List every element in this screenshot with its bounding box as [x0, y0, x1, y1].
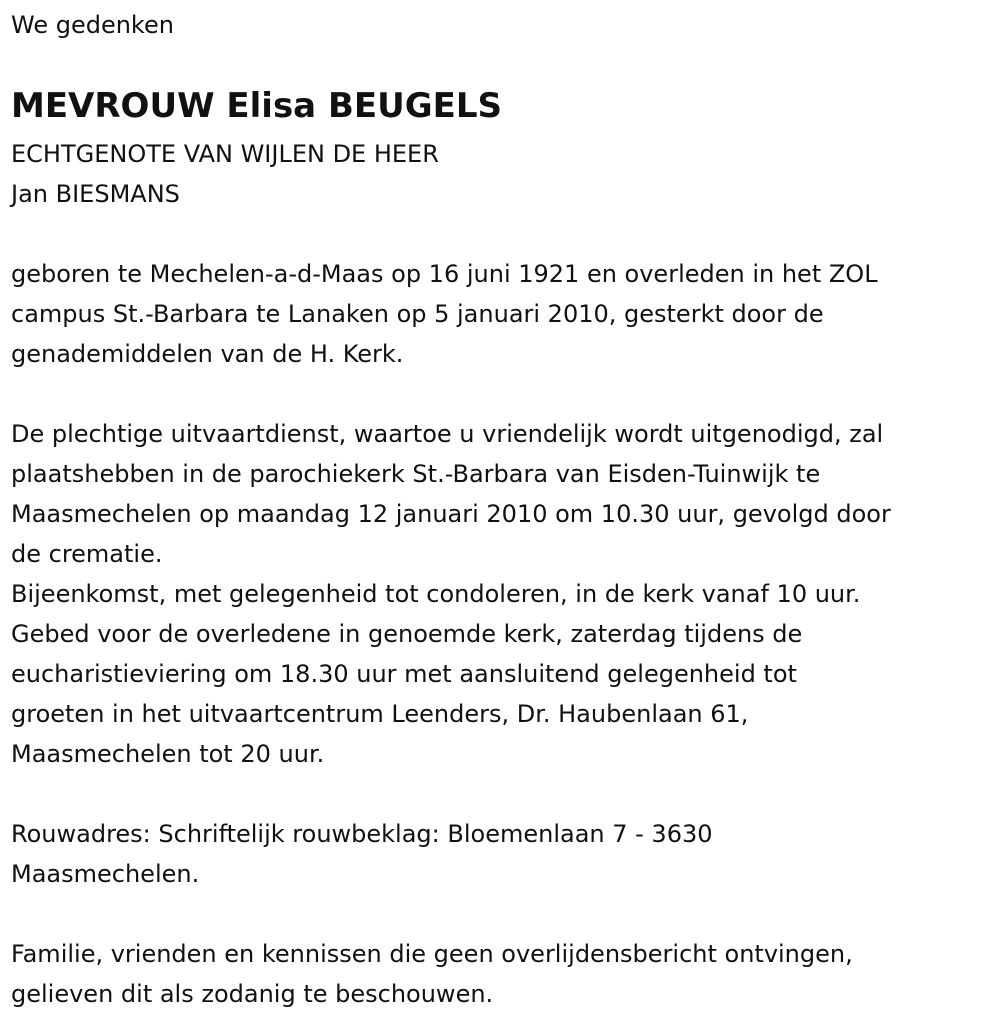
address-line: Maasmechelen.: [11, 860, 200, 888]
deceased-name: MEVROUW Elisa BEUGELS: [11, 86, 502, 126]
service-line: Bijeenkomst, met gelegenheid tot condoleren, in de kerk vanaf 10 uur.: [11, 580, 861, 608]
address-line: Rouwadres: Schriftelijk rouwbeklag: Bloemenlaan 7 - 3630: [11, 820, 713, 848]
family-note-line: Familie, vrienden en kennissen die geen overlijdensbericht ontvingen,: [11, 940, 853, 968]
funeral-service-paragraph: [11, 414, 991, 774]
service-line: Gebed voor de overledene in genoemde kerk, zaterdag tijdens de: [11, 620, 803, 648]
spouse-title: ECHTGENOTE VAN WIJLEN DE HEER: [11, 140, 439, 168]
service-line: De plechtige uitvaartdienst, waartoe u vriendelijk wordt uitgenodigd, zal: [11, 420, 884, 448]
service-line: groeten in het uitvaartcentrum Leenders, Dr. Haubenlaan 61,: [11, 700, 749, 728]
birth-death-paragraph: [11, 254, 991, 374]
service-line: de crematie.: [11, 540, 163, 568]
spouse-name: Jan BIESMANS: [11, 180, 180, 208]
family-note-paragraph: [11, 934, 991, 1014]
intro-text: We gedenken: [11, 11, 174, 39]
service-line: Maasmechelen op maandag 12 januari 2010 om 10.30 uur, gevolgd door: [11, 500, 891, 528]
mourning-address-paragraph: [11, 814, 991, 894]
family-note-line: gelieven dit als zodanig te beschouwen.: [11, 980, 494, 1008]
birth-death-line: geboren te Mechelen-a-d-Maas op 16 juni 1921 en overleden in het ZOL: [11, 260, 878, 288]
birth-death-line: campus St.-Barbara te Lanaken op 5 januari 2010, gesterkt door de: [11, 300, 824, 328]
service-line: plaatshebben in de parochiekerk St.-Barbara van Eisden-Tuinwijk te: [11, 460, 821, 488]
service-line: Maasmechelen tot 20 uur.: [11, 740, 325, 768]
birth-death-line: genademiddelen van de H. Kerk.: [11, 340, 404, 368]
service-line: eucharistieviering om 18.30 uur met aansluitend gelegenheid tot: [11, 660, 797, 688]
